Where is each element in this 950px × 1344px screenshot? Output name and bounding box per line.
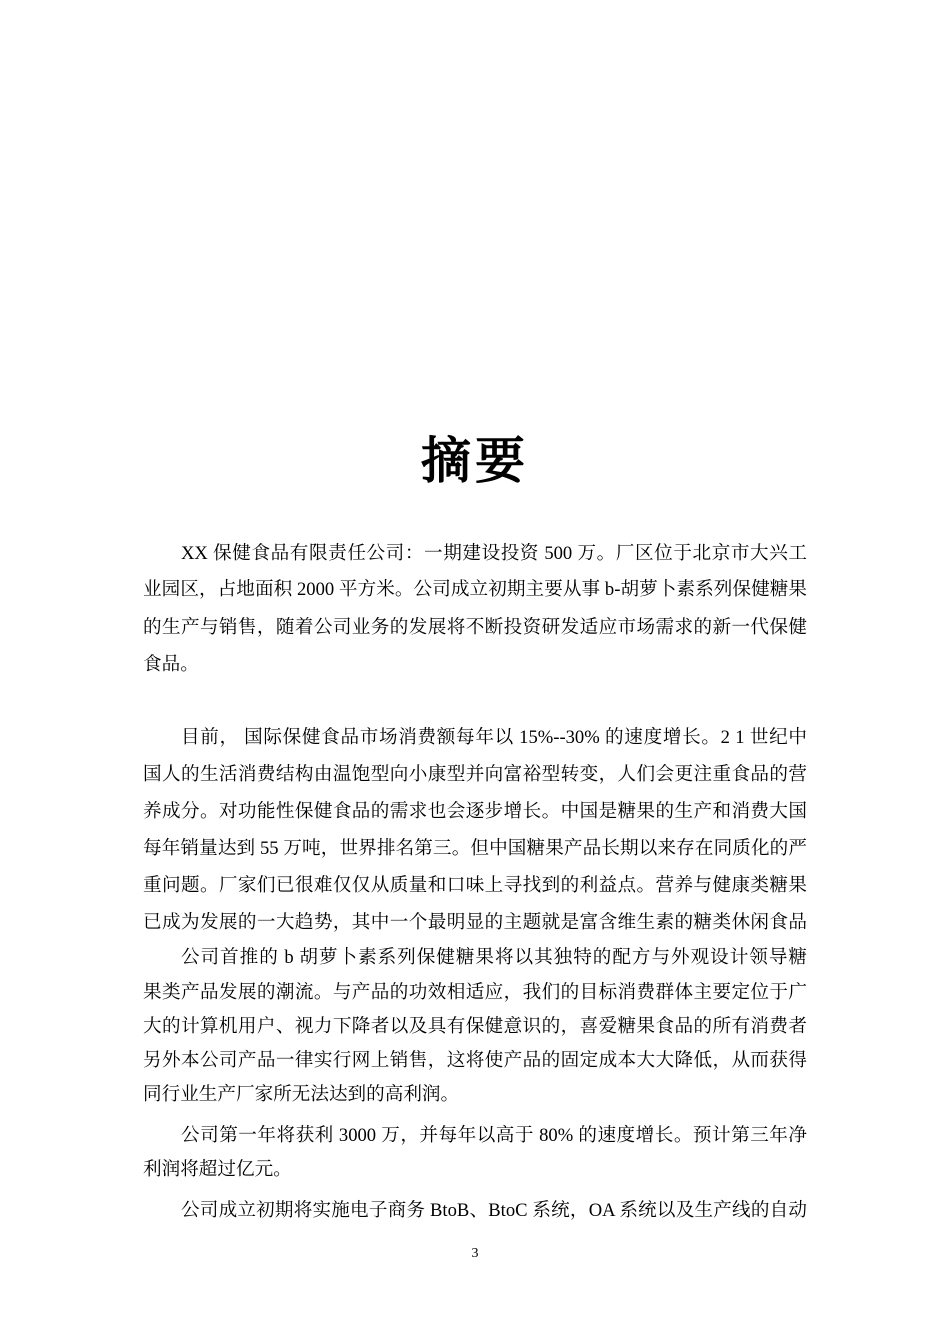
text-line: 另外本公司产品一律实行网上销售，这将使产品的固定成本大大降低，从而获得 xyxy=(143,1050,807,1071)
text-line: 养成分。对功能性保健食品的需求也会逐步增长。中国是糖果的生产和消费大国 xyxy=(143,801,807,822)
text-line: 公司第一年将获利 3000 万，并每年以高于 80% 的速度增长。预计第三年净 xyxy=(181,1125,807,1146)
text-line: 已成为发展的一大趋势，其中一个最明显的主题就是富含维生素的糖类休闲食品 xyxy=(143,912,807,933)
text-line: 公司首推的 b 胡萝卜素系列保健糖果将以其独特的配方与外观设计领导糖 xyxy=(181,947,807,968)
text-line: 目前， 国际保健食品市场消费额每年以 15%--30% 的速度增长。2 1 世纪中 xyxy=(181,727,807,748)
text-line: 的生产与销售，随着公司业务的发展将不断投资研发适应市场需求的新一代保健 xyxy=(143,617,807,638)
text-line: 国人的生活消费结构由温饱型向小康型并向富裕型转变，人们会更注重食品的营 xyxy=(143,764,807,785)
text-line: XX 保健食品有限责任公司：一期建设投资 500 万。厂区位于北京市大兴工 xyxy=(181,543,807,564)
text-line: 果类产品发展的潮流。与产品的功效相适应，我们的目标消费群体主要定位于广 xyxy=(143,982,807,1003)
text-line: 大的计算机用户、视力下降者以及具有保健意识的，喜爱糖果食品的所有消费者 xyxy=(143,1016,807,1037)
text-line: 业园区，占地面积 2000 平方米。公司成立初期主要从事 b-胡萝卜素系列保健糖果 xyxy=(143,579,807,600)
text-line: 公司成立初期将实施电子商务 BtoB、BtoC 系统，OA 系统以及生产线的自动 xyxy=(181,1200,807,1221)
text-line: 每年销量达到 55 万吨，世界排名第三。但中国糖果产品长期以来存在同质化的严 xyxy=(143,838,807,859)
page-title: 摘要 xyxy=(421,431,529,490)
text-line: 利润将超过亿元。 xyxy=(143,1159,292,1180)
text-line: 重问题。厂家们已很难仅仅从质量和口味上寻找到的利益点。营养与健康类糖果 xyxy=(143,875,807,896)
text-line: 食品。 xyxy=(143,654,199,675)
page-number: 3 xyxy=(471,1246,479,1261)
text-line: 同行业生产厂家所无法达到的高利润。 xyxy=(143,1084,460,1105)
